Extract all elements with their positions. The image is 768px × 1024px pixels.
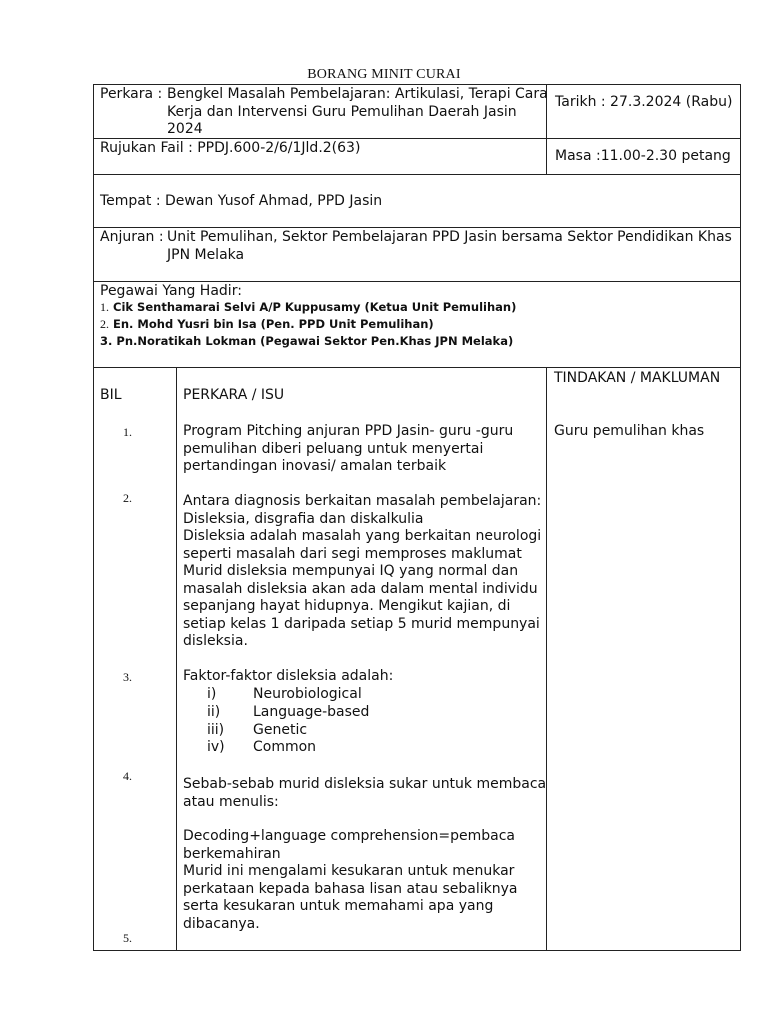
factor-item: Genetic — [253, 721, 308, 738]
item-number: 5. — [123, 931, 132, 945]
item-2-line: masalah disleksia akan ada dalam mental individu — [183, 580, 538, 597]
factor-item: Language-based — [253, 704, 370, 720]
attendee-number: 2. — [100, 317, 109, 331]
attendee-number: 1. — [100, 300, 109, 314]
item-number: 4. — [123, 769, 132, 783]
column-header-tindakan: TINDAKAN / MAKLUMAN — [554, 370, 721, 386]
item-2-line: disleksia. — [183, 633, 248, 649]
bil-column-divider — [176, 367, 177, 951]
item-2-line: seperti masalah dari segi memproses maklumat — [183, 545, 522, 562]
item-number: 3. — [123, 670, 132, 684]
attendees-heading: Pegawai Yang Hadir: — [100, 283, 242, 299]
item-4-line: atau menulis: — [183, 793, 279, 810]
perkara-line-1: Bengkel Masalah Pembelajaran: Artikulasi, Terapi Cara — [167, 86, 548, 102]
attendee-item — [100, 316, 434, 333]
factor-item: Neurobiological — [253, 686, 362, 702]
item-3-heading: Faktor-faktor disleksia adalah: — [183, 668, 394, 684]
attendee-name: Cik Senthamarai Selvi A/P Kuppusamy (Ketua Unit Pemulihan) — [113, 300, 517, 314]
roman-numeral: iii) — [207, 721, 225, 738]
anjuran-line-2: JPN Melaka — [167, 246, 245, 263]
form-title: BORANG MINIT CURAI — [307, 67, 461, 82]
item-2-line: setiap kelas 1 daripada setiap 5 murid mempunyai — [183, 615, 540, 632]
item-2-line: Antara diagnosis berkaitan masalah pembelajaran: — [183, 493, 542, 509]
attendee-item — [100, 299, 516, 316]
tarikh: Tarikh : 27.3.2024 (Rabu) — [555, 94, 733, 110]
item-2-line: Disleksia adalah masalah yang berkaitan neurologi — [183, 528, 542, 544]
attendee-item — [100, 333, 513, 350]
item-4b-line: Decoding+language comprehension=pembaca — [183, 828, 515, 844]
column-header-perkara: PERKARA / ISU — [183, 387, 285, 403]
anjuran-label: Anjuran : — [100, 229, 164, 245]
attendee-name: Pn.Noratikah Lokman (Pegawai Sektor Pen.Khas JPN Melaka) — [116, 334, 514, 348]
masa: Masa :11.00-2.30 petang — [555, 148, 731, 164]
tempat: Tempat : Dewan Yusof Ahmad, PPD Jasin — [100, 193, 383, 209]
item-4b-line: dibacanya. — [183, 915, 260, 932]
item-4-line: Sebab-sebab murid disleksia sukar untuk membaca — [183, 776, 547, 792]
roman-numeral: iv) — [207, 739, 225, 755]
item-1-line: pertandingan inovasi/ amalan terbaik — [183, 458, 447, 474]
roman-numeral: ii) — [207, 704, 221, 720]
attendee-number: 3. — [100, 334, 113, 348]
roman-numeral: i) — [207, 686, 217, 702]
perkara-label: Perkara : — [100, 86, 163, 102]
item-1-line: Program Pitching anjuran PPD Jasin- guru -guru — [183, 423, 514, 439]
action-column-divider — [546, 367, 547, 951]
item-number: 1. — [123, 425, 132, 439]
perkara-line-2: Kerja dan Intervensi Guru Pemulihan Daerah Jasin — [167, 103, 517, 120]
perkara-line-3: 2024 — [167, 121, 203, 137]
item-number: 2. — [123, 491, 132, 505]
attendee-name: En. Mohd Yusri bin Isa (Pen. PPD Unit Pemulihan) — [113, 317, 434, 331]
item-4b-line: berkemahiran — [183, 845, 281, 862]
item-4b-line: perkataan kepada bahasa lisan atau sebaliknya — [183, 880, 518, 897]
item-1-line: pemulihan diberi peluang untuk menyertai — [183, 440, 484, 457]
column-header-bil: BIL — [100, 387, 122, 403]
rujukan-fail: Rujukan Fail : PPDJ.600-2/6/1Jld.2(63) — [100, 140, 361, 156]
item-4b-line: serta kesukaran untuk memahami apa yang — [183, 898, 494, 914]
item-2-line: Disleksia, disgrafia dan diskalkulia — [183, 510, 424, 527]
anjuran-line-1: Unit Pemulihan, Sektor Pembelajaran PPD Jasin bersama Sektor Pendidikan Khas — [167, 229, 732, 245]
item-1-action: Guru pemulihan khas — [554, 423, 705, 439]
item-2-line: Murid disleksia mempunyai IQ yang normal dan — [183, 563, 519, 579]
item-2-line: sepanjang hayat hidupnya. Mengikut kajian, di — [183, 598, 511, 614]
item-4b-line: Murid ini mengalami kesukaran untuk menukar — [183, 863, 515, 879]
factor-item: Common — [253, 739, 317, 755]
